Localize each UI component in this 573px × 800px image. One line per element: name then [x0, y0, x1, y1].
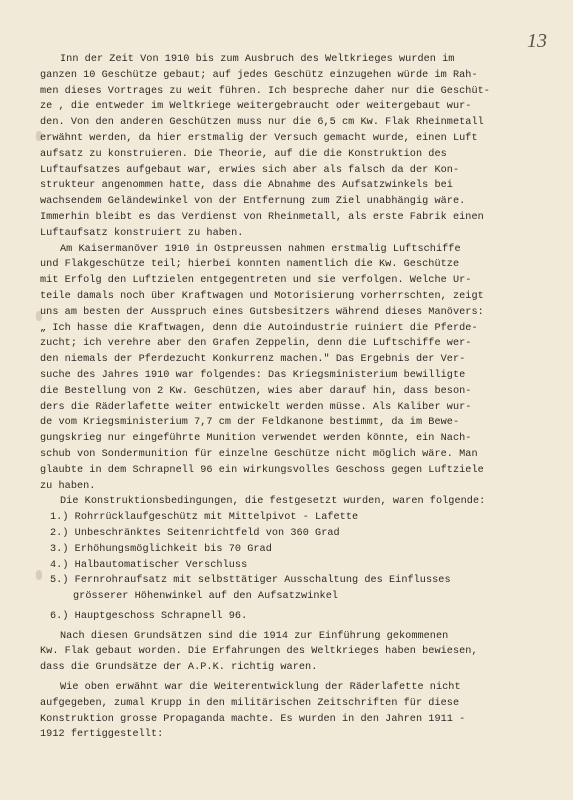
text-line: ders die Räderlafette weiter entwickelt werden müsse. Als Kaliber wur- [40, 401, 472, 413]
text-line: strukteur angenommen hatte, dass die Abnahme des Aufsatzwinkels bei [40, 180, 453, 192]
text-line: den. Von den anderen Geschützen muss nur die 6,5 cm Kw. Flak Rheinmetall [40, 117, 484, 129]
conditions-intro: Die Konstruktionsbedingungen, die festgesetzt wurden, waren folgende: [60, 496, 486, 508]
paragraph-1 [40, 52, 560, 242]
text-line: Luftaufsatz konstruiert zu haben. [40, 227, 244, 239]
text-line: und Flakgeschütze teil; hierbei konnten namentlich die Kw. Geschütze [40, 259, 460, 271]
condition-item-continuation: grösserer Höhenwinkel auf den Aufsatzwinkel [73, 591, 339, 603]
text-line: teile damals noch über Kraftwagen und Motorisierung vorherrschten, zeigt [40, 290, 484, 302]
text-line: glaubte in dem Schrapnell 96 ein wirkungsvolles Geschoss gegen Luftziele [40, 464, 484, 476]
text-line: uns am besten der Ausspruch eines Gutsbesitzers während dieses Manövers: [40, 306, 484, 318]
text-line: Nach diesen Grundsätzen sind die 1914 zur Einführung gekommenen [60, 630, 449, 642]
condition-item: 1.) Rohrrücklaufgeschütz mit Mittelpivot - Lafette [50, 512, 359, 524]
text-line: Luftaufsatzes aufgebaut war, erwies sich aber als falsch da der Kon- [40, 164, 460, 176]
typed-text-body [40, 52, 560, 743]
conditions-list [40, 494, 560, 624]
text-line: Konstruktion grosse Propaganda machte. Es wurden in den Jahren 1911 - [40, 713, 466, 725]
text-line: men dieses Vortrages zu weit führen. Ich bespreche daher nur die Geschüt- [40, 85, 490, 97]
condition-item: 2.) Unbeschränktes Seitenrichtfeld von 360 Grad [50, 527, 340, 539]
text-line: suche des Jahres 1910 war folgendes: Das Kriegsministerium bewilligte [40, 369, 466, 381]
text-line: zu haben. [40, 480, 96, 492]
text-line: dass die Grundsätze der A.P.K. richtig waren. [40, 662, 318, 674]
text-line: gungskrieg nur eingeführte Munition verwendet werden könnte, ein Nach- [40, 433, 472, 445]
page-number-mark: 13 [527, 30, 547, 52]
text-line: schub von Sondermunition für einzelne Geschütze nicht möglich wäre. Man [40, 448, 478, 460]
text-line: die Bestellung von 2 Kw. Geschützen, wies aber darauf hin, dass beson- [40, 385, 472, 397]
text-line: mit Erfolg den Luftzielen entgegentreten und sie verfolgen. Welche Ur- [40, 275, 472, 287]
paragraph-4 [40, 680, 560, 743]
text-line: aufgegeben, zumal Krupp in den militärischen Zeitschriften für diese [40, 697, 460, 709]
text-line: Immerhin bleibt es das Verdienst von Rheinmetall, als erste Fabrik einen [40, 211, 484, 223]
text-line: „ Ich hasse die Kraftwagen, denn die Autoindustrie ruiniert die Pferde- [40, 322, 478, 334]
text-line: de vom Kriegsministerium 7,7 cm der Feldkanone bestimmt, da im Bewe- [40, 417, 460, 429]
text-line: ze , die entweder im Weltkriege weitergebraucht oder weitergebaut wur- [40, 101, 472, 113]
condition-item: 4.) Halbautomatischer Verschluss [50, 559, 248, 571]
text-line: Inn der Zeit Von 1910 bis zum Ausbruch des Weltkrieges wurden im [60, 54, 455, 65]
text-line: Am Kaisermanöver 1910 in Ostpreussen nahmen erstmalig Luftschiffe [60, 243, 461, 255]
text-line: den niemals der Pferdezucht Konkurrenz machen." Das Ergebnis der Ver- [40, 354, 466, 366]
condition-item: 3.) Erhöhungsmöglichkeit bis 70 Grad [50, 543, 272, 555]
text-line: ganzen 10 Geschütze gebaut; auf jedes Geschütz einzugehen würde im Rah- [40, 69, 478, 81]
text-line: aufsatz zu konstruieren. Die Theorie, auf die die Konstruktion des [40, 148, 447, 160]
text-line: zucht; ich verehre aber den Grafen Zeppelin, denn die Luftschiffe wer- [40, 338, 472, 350]
paragraph-2 [40, 242, 560, 495]
text-line: wachsendem Geländewinkel von der Entfernung zum Ziel unabhängig wäre. [40, 196, 466, 208]
text-line: 1912 fertiggestellt: [40, 729, 164, 741]
condition-item: 5.) Fernrohraufsatz mit selbsttätiger Ausschaltung des Einflusses [50, 575, 451, 587]
text-line: Kw. Flak gebaut worden. Die Erfahrungen des Weltkrieges haben bewiesen, [40, 646, 478, 658]
text-line: erwähnt werden, da hier erstmalig der Versuch gemacht wurde, einen Luft [40, 132, 478, 144]
text-line: Wie oben erwähnt war die Weiterentwicklung der Räderlafette nicht [60, 682, 461, 694]
condition-item: 6.) Hauptgeschoss Schrapnell 96. [50, 610, 248, 622]
paragraph-3 [40, 629, 560, 676]
